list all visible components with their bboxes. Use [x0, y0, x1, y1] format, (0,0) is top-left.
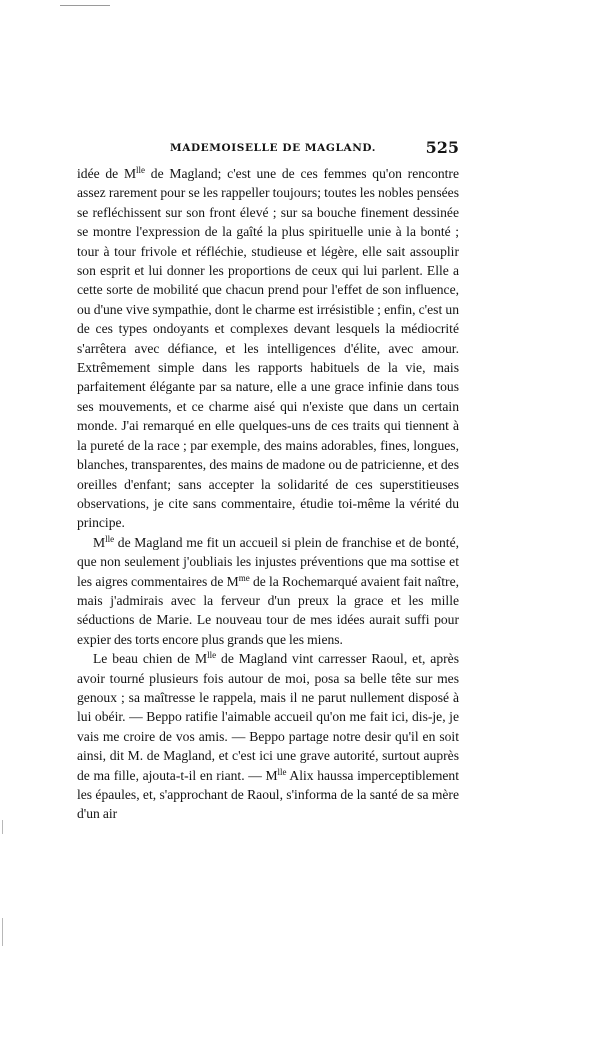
- text-run: de Magland me fit un accueil si plein de franchise et de bonté, que non seulement j'oubliais les injustes préventions que ma sottise et les aigres commentaires de M: [77, 534, 459, 589]
- paragraph: [77, 649, 459, 824]
- superscript-abbrev: me: [238, 572, 250, 583]
- text-run: idée de M: [77, 166, 137, 181]
- superscript-abbrev: lle: [277, 766, 287, 777]
- paragraph: [77, 533, 459, 649]
- text-run: Alix haussa imperceptiblement les épaules, et, s'approchant de Raoul, s'informa de la santé de sa mère d'un air: [77, 767, 459, 822]
- superscript-abbrev: lle: [105, 533, 115, 544]
- margin-mark: [2, 918, 3, 946]
- page-number: 525: [425, 138, 459, 157]
- text-run: de Magland vint carresser Raoul, et, après avoir tourné plusieurs fois autour de moi, posa sa belle tête sur mes genoux ; sa maîtresse le rappela, mais il ne parut nullement disposé à lui obéir. — Beppo ratifie l'aimable accueil qu'on me fait ici, dis-je, je vais me croire de vos amis. — Beppo partage notre desir qu'il en soit ainsi, dit M. de Magland, et c'est ici une grave autorité, surtout auprès de ma fille, ajouta-t-il en riant. — M: [77, 651, 459, 783]
- margin-mark: [2, 820, 3, 834]
- running-title: MADEMOISELLE DE MAGLAND.: [170, 142, 376, 154]
- text-run: Le beau chien de M: [93, 651, 208, 667]
- text-run: de la Rochemarqué avaient fait naître, mais j'admirais avec la ferveur d'un preux la grace et les mille séductions de Marie. Le nouveau tour de mes idées aurait suffi pour expier des torts encore plus grands que les miens.: [77, 573, 460, 647]
- top-edge-rule: [60, 5, 110, 6]
- text-run: M: [93, 534, 106, 550]
- paragraph: [77, 164, 459, 533]
- body-text: [77, 164, 459, 824]
- text-run: de Magland; c'est une de ces femmes qu'on rencontre assez rarement pour se les rappeller toujours; toutes les nobles pensées se refléchissent sur son front élevé ; sur sa bouche finement dessinée se montre l'expression de la gaîté la plus spirituelle unie à la bonté ; tour à tour frivole et réfléchie, studieuse et légère, elle sait assouplir son esprit et lui donner les proportions de ceux qui lui parlent. Elle a cette sorte de mobilité que chacun prend pour l'effet de son influence, ou d'une vive sympathie, dont le charme est irrésistible ; enfin, c'est un de ces types ondoyants et complexes devant lesquels la médiocrité s'arrêtera avec défiance, et les intelligences d'élite, avec amour. Extrêmement simple dans les rapports habituels de la vie, mais parfaitement élégante par sa nature, elle a une grace infinie dans tous ses mouvements, et ce charme aisé qui n'existe que dans un certain monde. J'ai remarqué en elle quelques-uns de ces traits qui tiennent à la pureté de la race ; par exemple, des mains adorables, fines, longues, blanches, transparentes, des mains de madone ou de patricienne, et des oreilles d'enfant; sans accepter la solidarité de ces superstitieuses observations, je cite sans commentaire, étudie toi-même la vérité du principe.: [77, 166, 459, 531]
- superscript-abbrev: lle: [136, 165, 146, 175]
- superscript-abbrev: lle: [207, 650, 217, 661]
- book-page: [77, 140, 459, 824]
- running-head: [77, 140, 459, 164]
